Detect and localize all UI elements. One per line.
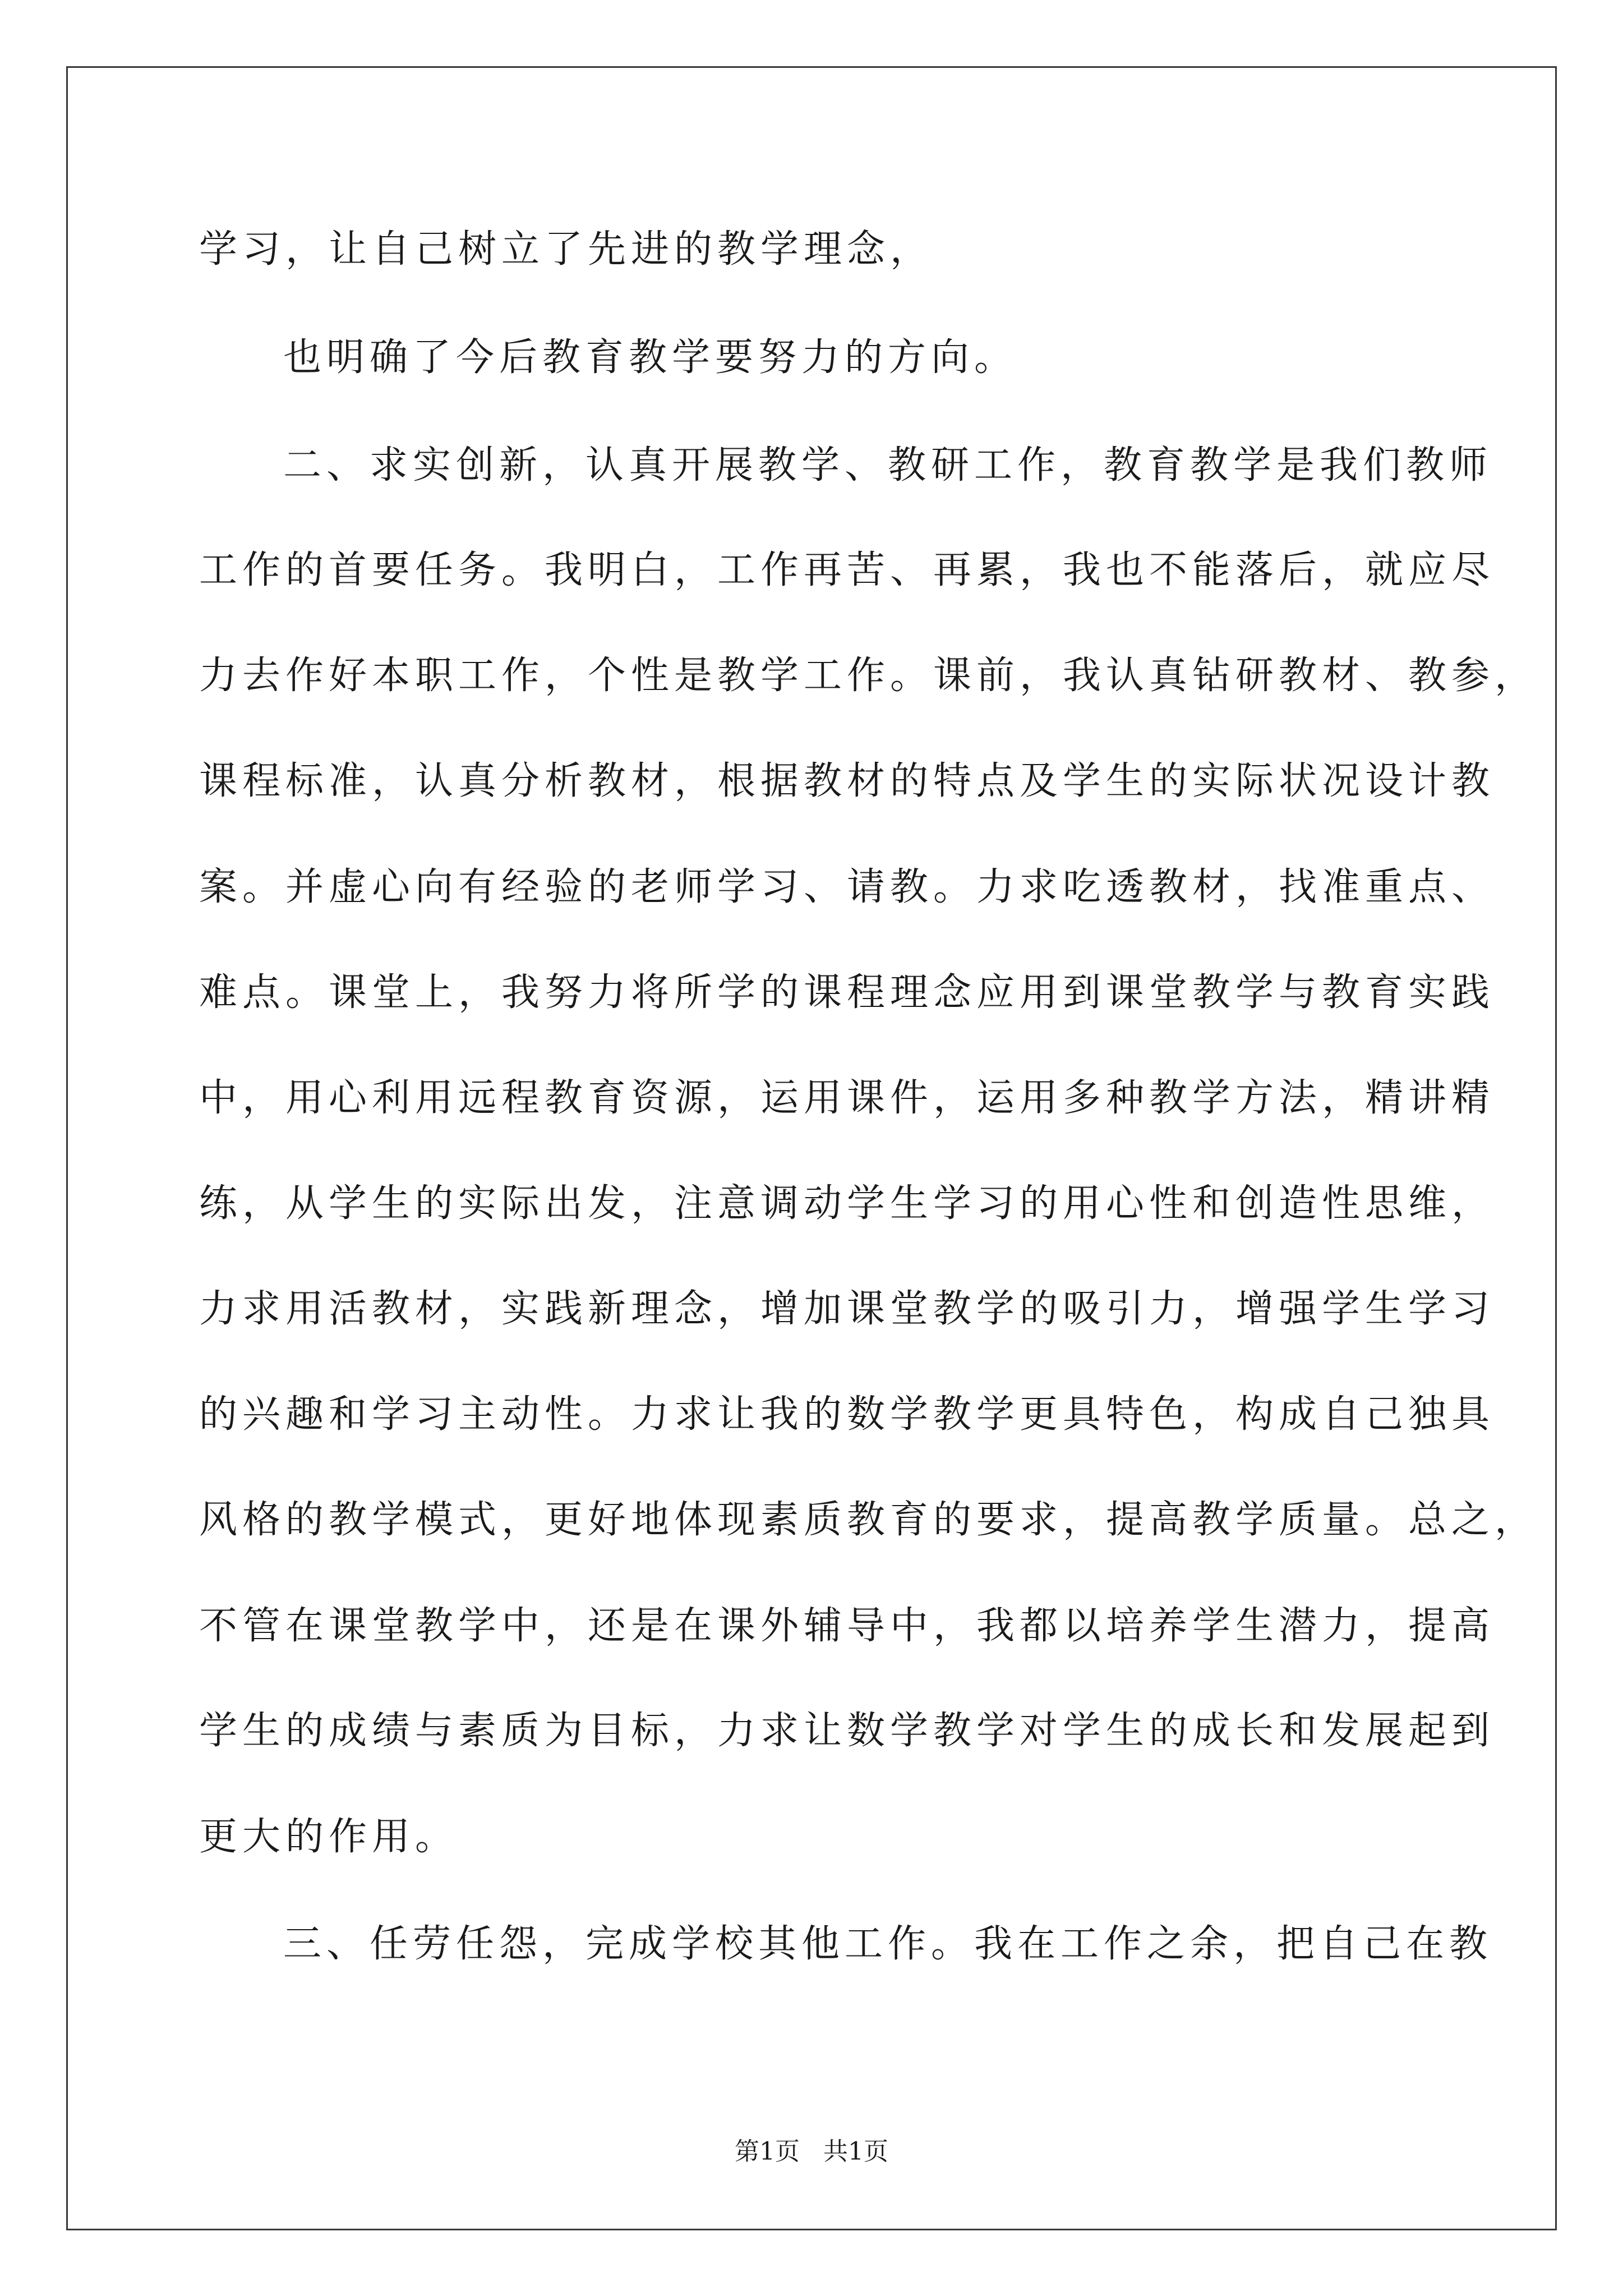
text-line: 中，用心利用远程教育资源，运用课件，运用多种教学方法，精讲精 [199,1076,1495,1120]
text-line: 学生的成绩与素质为目标，力求让数学教学对学生的成长和发展起到 [199,1709,1495,1753]
text-line: 不管在课堂教学中，还是在课外辅导中，我都以培养学生潜力，提高 [199,1604,1495,1648]
page-border [66,66,1557,2230]
text-line: 练，从学生的实际出发，注意调动学生学习的用心性和创造性思维， [199,1181,1495,1226]
paragraph-heading-2: 二、求实创新，认真开展教学、教研工作，教育教学是我们教师 [283,443,1493,487]
text-line: 学习，让自己树立了先进的教学理念， [199,227,934,272]
text-line: 的兴趣和学习主动性。力求让我的数学教学更具特色，构成自己独具 [199,1392,1495,1437]
text-line: 力求用活教材，实践新理念，增加课堂教学的吸引力，增强学生学习 [199,1287,1495,1331]
text-line: 案。并虚心向有经验的老师学习、请教。力求吃透教材，找准重点、 [199,865,1495,909]
paragraph-heading-3: 三、任劳任怨，完成学校其他工作。我在工作之余，把自己在教 [283,1922,1493,1966]
text-line: 也明确了今后教育教学要努力的方向。 [283,335,1018,380]
text-line: 力去作好本职工作，个性是教学工作。课前，我认真钻研教材、教参， [199,654,1538,698]
text-line: 课程标准，认真分析教材，根据教材的特点及学生的实际状况设计教 [199,759,1495,803]
page-number-footer: 第1页 共1页 [735,2137,888,2166]
text-line: 工作的首要任务。我明白，工作再苦、再累，我也不能落后，就应尽 [199,548,1495,592]
text-line: 更大的作用。 [199,1815,459,1859]
text-line: 风格的教学模式，更好地体现素质教育的要求，提高教学质量。总之， [199,1498,1538,1542]
text-line: 难点。课堂上，我努力将所学的课程理念应用到课堂教学与教育实践 [199,970,1495,1015]
